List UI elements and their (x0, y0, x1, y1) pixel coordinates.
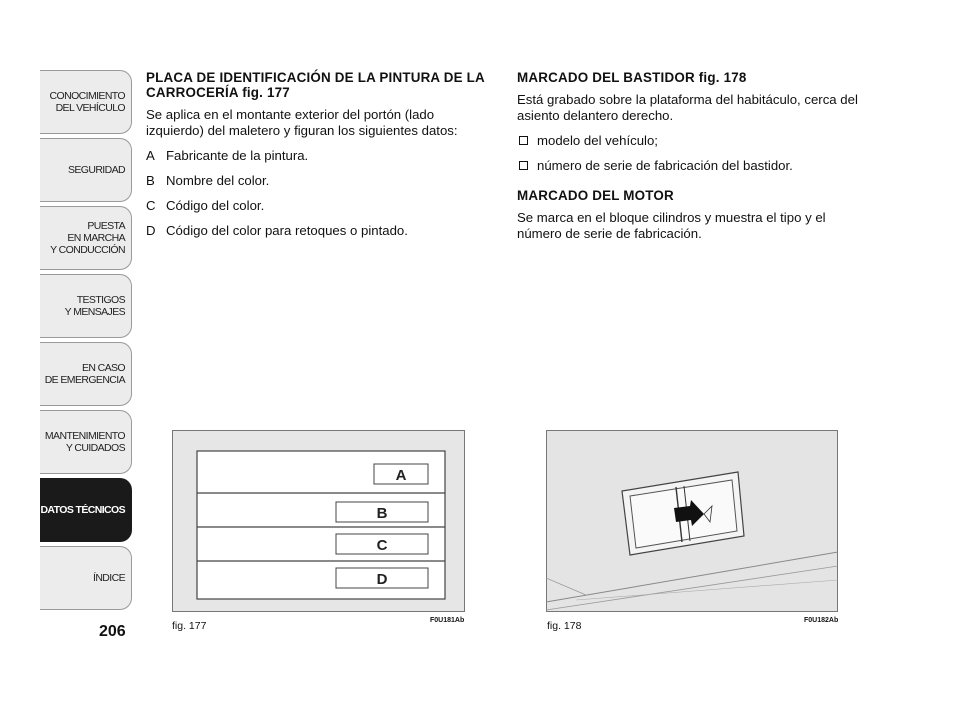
paint-plate-title: PLACA DE IDENTIFICACIÓN DE LA PINTURA DE LA CARROCERÍA fig. 177 (146, 70, 485, 100)
tab-mantenimiento[interactable]: MANTENIMIENTO Y CUIDADOS (40, 410, 132, 474)
tab-indice[interactable]: ÍNDICE (40, 546, 132, 610)
item-key: D (146, 223, 156, 238)
figure-177 (172, 430, 465, 612)
checkbox-bullet-icon (519, 136, 528, 145)
paint-plate-intro: Se aplica en el montante exterior del portón (lado izquierdo) del maletero y figuran los siguientes datos: (146, 107, 458, 138)
tab-testigos[interactable]: TESTIGOS Y MENSAJES (40, 274, 132, 338)
list-item (146, 173, 486, 189)
chassis-marking-title: MARCADO DEL BASTIDOR fig. 178 (517, 70, 747, 85)
tab-seguridad[interactable]: SEGURIDAD (40, 138, 132, 202)
item-key: A (146, 148, 155, 163)
chassis-fig-ref: fig. 178 (698, 70, 747, 85)
item-text: Fabricante de la pintura. (166, 148, 309, 163)
right-column (517, 70, 862, 251)
plate-label-c: C (376, 537, 388, 554)
page-number: 206 (99, 623, 126, 640)
checkbox-bullet-icon (519, 161, 528, 170)
paint-plate-illustration (172, 430, 465, 612)
engine-marking-text: Se marca en el bloque cilindros y muestra el tipo y el número de serie de fabricación. (517, 210, 826, 241)
item-text: Código del color para retoques o pintado. (166, 223, 408, 238)
item-key: C (146, 198, 156, 213)
plate-label-b: B (376, 505, 388, 522)
fig-177-caption: fig. 177 (172, 620, 207, 632)
list-item (146, 148, 486, 164)
item-key: B (146, 173, 155, 188)
tab-puesta-en-marcha[interactable]: PUESTA EN MARCHA Y CONDUCCIÓN (40, 206, 132, 270)
tab-emergencia[interactable]: EN CASO DE EMERGENCIA (40, 342, 132, 406)
list-item (146, 198, 486, 214)
tab-datos-tecnicos[interactable]: DATOS TÉCNICOS (40, 478, 132, 542)
list-item (517, 158, 862, 174)
fig-178-caption: fig. 178 (547, 620, 582, 632)
figure-178 (546, 430, 838, 612)
item-text: Código del color. (166, 198, 265, 213)
left-column (146, 70, 486, 248)
tab-conocimiento[interactable]: CONOCIMIENTO DEL VEHÍCULO (40, 70, 132, 134)
bullet-text: modelo del vehículo; (537, 133, 658, 148)
bullet-text: número de serie de fabricación del bastidor. (537, 158, 793, 173)
list-item (517, 133, 862, 149)
fig-178-code: F0U182Ab (804, 617, 839, 624)
chassis-marking-illustration (546, 430, 838, 612)
chassis-marking-intro: Está grabado sobre la plataforma del habitáculo, cerca del asiento delantero derecho. (517, 92, 858, 123)
engine-marking-title: MARCADO DEL MOTOR (517, 188, 674, 203)
plate-label-d: D (376, 571, 388, 588)
item-text: Nombre del color. (166, 173, 270, 188)
list-item (146, 223, 486, 239)
fig-177-code: F0U181Ab (430, 617, 465, 624)
plate-label-a: A (395, 467, 407, 484)
paint-plate-fig-ref: fig. 177 (242, 85, 290, 100)
